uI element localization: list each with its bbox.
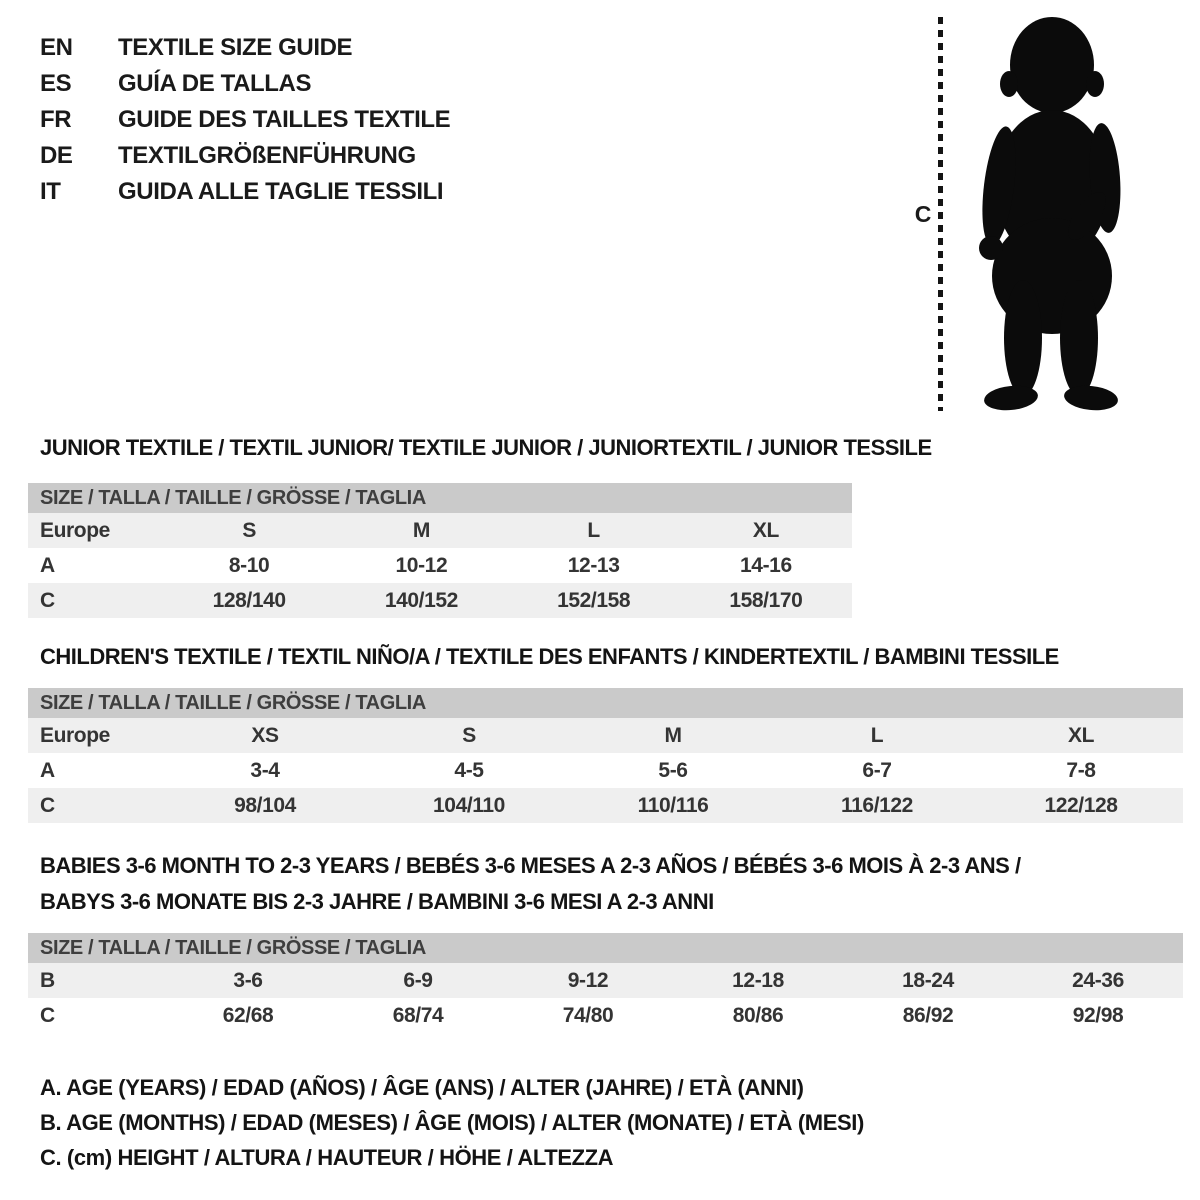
size-cell: 140/152 [384, 588, 458, 612]
table-row [28, 753, 1183, 788]
size-cell: 104/110 [433, 793, 505, 817]
row-label: C [40, 588, 55, 612]
size-cell: 18-24 [902, 968, 954, 992]
row-cells [163, 519, 852, 543]
size-cell: 6-9 [403, 968, 433, 992]
junior-size-table [28, 483, 852, 618]
language-title: TEXTILE SIZE GUIDE [118, 34, 353, 61]
language-code: ES [40, 70, 72, 97]
table-row [28, 583, 852, 618]
row-label: B [40, 968, 55, 992]
size-table-rows [28, 718, 1183, 823]
row-cells [163, 724, 1183, 748]
size-cell: S [242, 518, 256, 542]
language-row [40, 66, 450, 102]
language-title: GUIDE DES TAILLES TEXTILE [118, 106, 451, 133]
size-cell: M [664, 723, 682, 747]
language-row [40, 174, 450, 210]
size-cell: 10-12 [395, 553, 448, 577]
section-heading-line: BABYS 3-6 MONATE BIS 2-3 JAHRE / BAMBINI 3-6 MESI A 2-3 ANNI [40, 889, 714, 914]
size-cell: S [462, 723, 476, 747]
language-code: EN [40, 34, 73, 61]
size-cell: 128/140 [212, 588, 286, 612]
language-row [40, 138, 450, 174]
legend-line: A. AGE (YEARS) / EDAD (AÑOS) / ÂGE (ANS) / ALTER (JAHRE) / ETÀ (ANNI) [40, 1075, 804, 1100]
language-title: GUIDA ALLE TAGLIE TESSILI [118, 178, 444, 205]
size-cell: 92/98 [1072, 1003, 1124, 1027]
language-code: FR [40, 106, 72, 133]
table-row [28, 963, 1183, 998]
language-code: IT [40, 178, 61, 205]
section-heading [28, 848, 1188, 920]
size-cell: M [412, 518, 430, 542]
row-label: Europe [40, 723, 110, 747]
babies-textile-section [28, 848, 1188, 1033]
row-label: C [40, 793, 55, 817]
size-cell: 110/116 [637, 793, 709, 817]
table-row [28, 513, 852, 548]
row-cells [163, 1004, 1183, 1028]
legend-line: B. AGE (MONTHS) / EDAD (MESES) / ÂGE (MOIS) / ALTER (MONATE) / ETÀ (MESI) [40, 1110, 864, 1135]
size-cell: 62/68 [222, 1003, 274, 1027]
language-title: TEXTILGRÖßENFÜHRUNG [118, 142, 416, 169]
size-cell: XS [251, 723, 279, 747]
row-cells [163, 969, 1183, 993]
section-heading [28, 645, 1188, 669]
row-cells [163, 794, 1183, 818]
row-label: C [40, 1003, 55, 1027]
row-cells [163, 589, 852, 613]
row-label: Europe [40, 518, 110, 542]
table-row [28, 718, 1183, 753]
size-cell: 68/74 [392, 1003, 444, 1027]
section-heading-line: JUNIOR TEXTILE / TEXTIL JUNIOR/ TEXTILE JUNIOR / JUNIORTEXTIL / JUNIOR TESSILE [40, 435, 932, 460]
section-heading [28, 436, 1188, 460]
toddler-silhouette-icon [956, 8, 1158, 420]
size-cell: 24-36 [1072, 968, 1124, 992]
size-cell: 158/170 [729, 588, 803, 612]
size-cell: 4-5 [454, 758, 484, 782]
row-label: A [40, 758, 55, 782]
height-measure-line [938, 17, 943, 411]
size-cell: 9-12 [567, 968, 609, 992]
size-cell: L [587, 518, 600, 542]
size-cell: XL [1067, 723, 1095, 747]
language-code: DE [40, 142, 73, 169]
size-cell: 12-13 [567, 553, 620, 577]
row-cells [163, 759, 1183, 783]
size-cell: 74/80 [562, 1003, 614, 1027]
size-cell: 98/104 [234, 793, 296, 817]
language-row [40, 30, 450, 66]
size-cell: 86/92 [902, 1003, 954, 1027]
size-table-header: SIZE / TALLA / TAILLE / GRÖSSE / TAGLIA [28, 483, 852, 513]
size-cell: L [870, 723, 884, 747]
height-measure-figure [908, 8, 1158, 420]
size-cell: XL [752, 518, 779, 542]
size-cell: 152/158 [557, 588, 631, 612]
children-textile-section [28, 645, 1188, 823]
table-row [28, 998, 1183, 1033]
language-title-list [40, 30, 450, 210]
size-cell: 3-6 [233, 968, 263, 992]
table-row [28, 548, 852, 583]
legend-line: C. (cm) HEIGHT / ALTURA / HAUTEUR / HÖHE / ALTEZZA [40, 1145, 614, 1170]
section-heading-line: BABIES 3-6 MONTH TO 2-3 YEARS / BEBÉS 3-6 MESES A 2-3 AÑOS / BÉBÉS 3-6 MOIS À 2-3 ANS / [40, 853, 1021, 878]
size-cell: 6-7 [862, 758, 892, 782]
row-label: A [40, 553, 55, 577]
size-cell: 7-8 [1066, 758, 1096, 782]
size-table-rows [28, 513, 852, 618]
size-cell: 3-4 [250, 758, 280, 782]
size-cell: 5-6 [658, 758, 688, 782]
language-title: GUÍA DE TALLAS [118, 70, 312, 97]
size-table-rows [28, 963, 1183, 1033]
size-cell: 12-18 [732, 968, 784, 992]
size-table-header: SIZE / TALLA / TAILLE / GRÖSSE / TAGLIA [28, 688, 1183, 718]
children-size-table [28, 688, 1183, 823]
size-cell: 116/122 [841, 793, 913, 817]
junior-textile-section [28, 436, 1188, 618]
table-row [28, 788, 1183, 823]
section-heading-line: CHILDREN'S TEXTILE / TEXTIL NIÑO/A / TEXTILE DES ENFANTS / KINDERTEXTIL / BAMBINI TESSILE [40, 644, 1059, 669]
babies-size-table [28, 933, 1183, 1033]
language-row [40, 102, 450, 138]
size-table-header: SIZE / TALLA / TAILLE / GRÖSSE / TAGLIA [28, 933, 1183, 963]
size-cell: 80/86 [732, 1003, 784, 1027]
size-cell: 14-16 [740, 553, 792, 577]
measure-c-label: C [914, 200, 932, 227]
measurement-legend [40, 1070, 864, 1175]
size-cell: 122/128 [1044, 793, 1118, 817]
size-cell: 8-10 [228, 553, 270, 577]
row-cells [163, 554, 852, 578]
